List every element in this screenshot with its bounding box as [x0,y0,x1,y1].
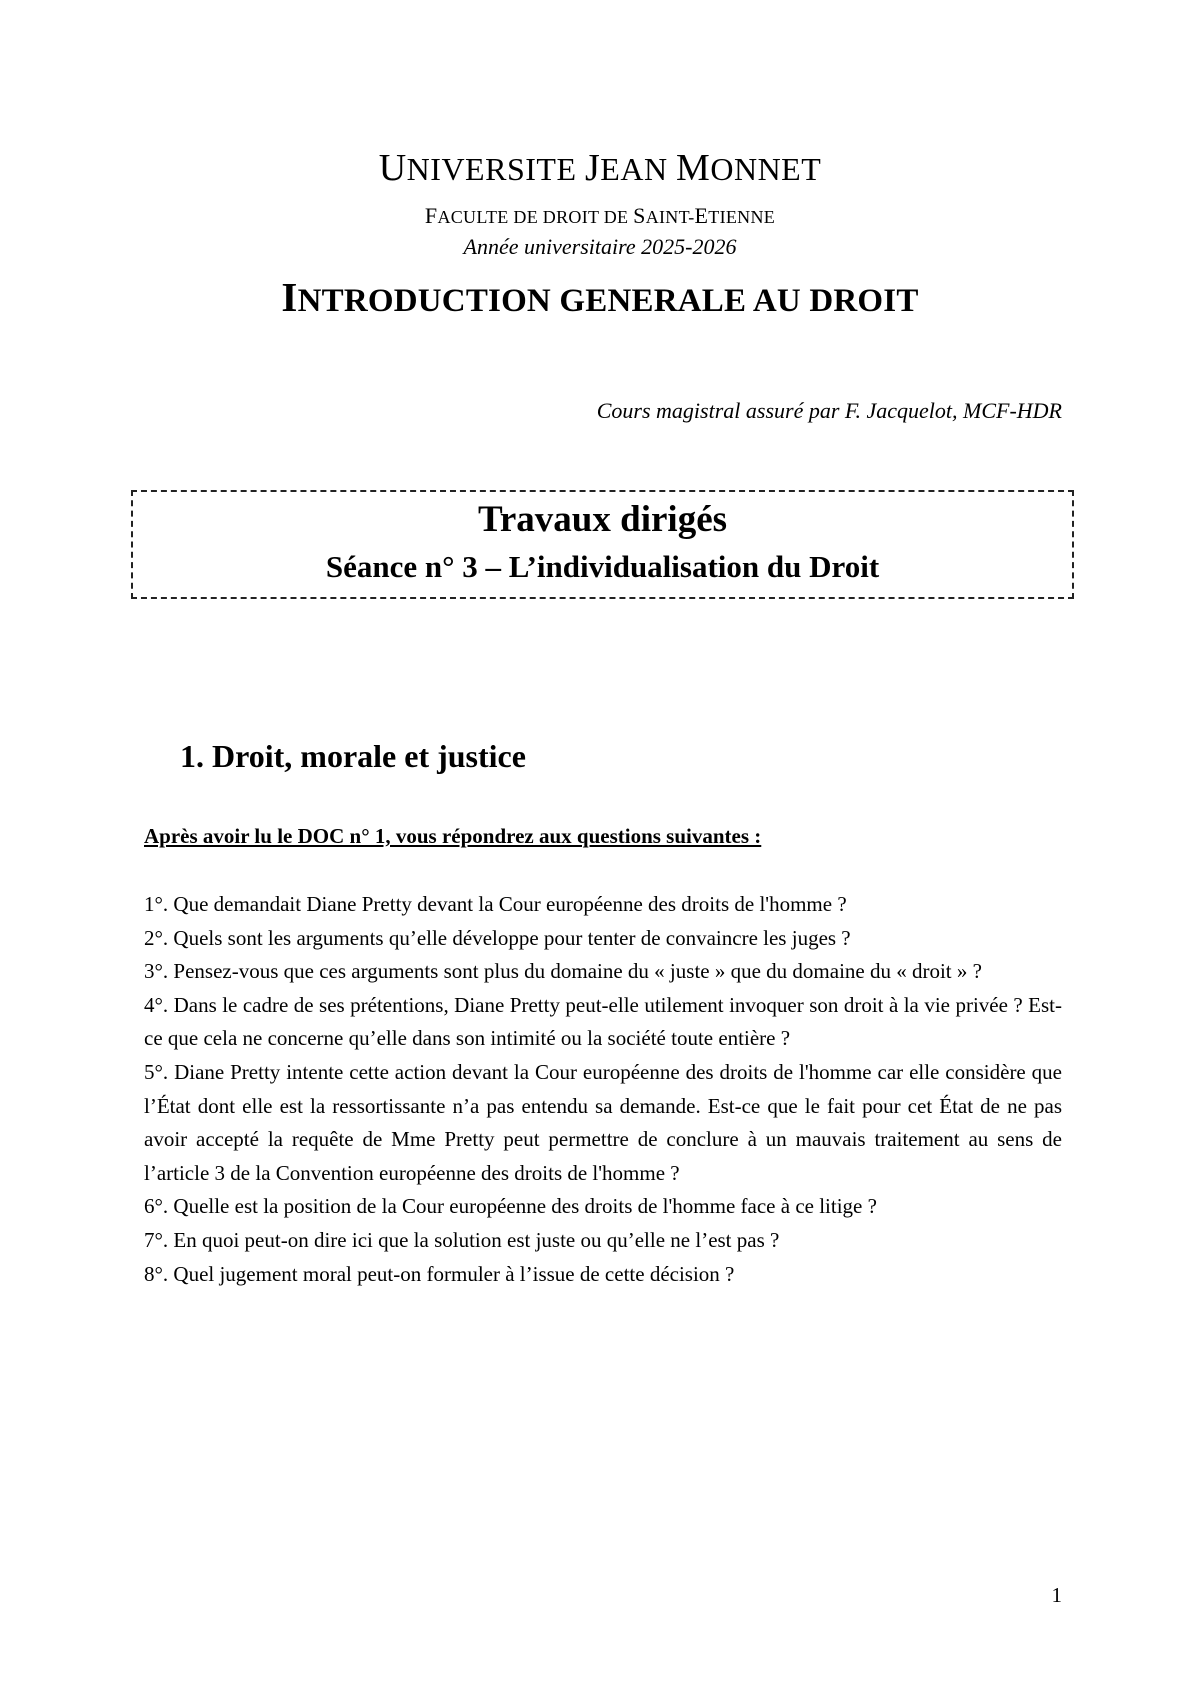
session-box [131,490,1074,599]
faculty-name [0,203,1200,229]
faculty-name-initial-2: S [633,203,646,228]
question-item: 3°. Pensez-vous que ces arguments sont plus du domaine du « juste » que du domaine du « droit » ? [144,959,982,984]
session-title: Travaux dirigés [477,499,728,540]
question-item: 6°. Quelle est la position de la Cour européenne des droits de l'homme face à ce litige ? [144,1194,877,1219]
course-title [0,273,1200,321]
question-item: 8°. Quel jugement moral peut-on formuler à l’issue de cette décision ? [144,1261,735,1286]
question-item: 4°. Dans le cadre de ses prétentions, Diane Pretty peut-elle utilement invoquer son droit à la vie privée ? Est-ce que cela ne concerne qu’elle dans son intimité ou la société toute entière ? [144,992,1062,1051]
faculty-name-initial-3: E [694,203,709,228]
university-name-part-1: NIVERSITE [406,151,585,187]
question-item: 2°. Quels sont les arguments qu’elle développe pour tenter de convaincre les juges ? [144,925,851,950]
session-subtitle: Séance n° 3 – L’individualisation du Droit [325,549,880,584]
university-name-initial-3: M [676,147,711,189]
question-list [144,888,1062,1291]
section-instruction: Après avoir lu le DOC n° 1, vous répondrez aux questions suivantes : [144,824,762,848]
university-name-part-2: EAN [600,151,677,187]
course-title-rest: NTRODUCTION GENERALE AU DROIT [297,283,919,319]
lecturer-credit: Cours magistral assuré par F. Jacquelot, MCF-HDR [596,398,1062,423]
faculty-name-separator: - [688,207,695,227]
faculty-name-part-2: AINT [645,207,689,227]
faculty-name-part-1: ACULTE DE DROIT DE [437,207,634,227]
faculty-name-initial-1: F [424,203,438,228]
university-name [0,146,1200,190]
university-name-part-3: ONNET [710,151,822,187]
course-title-initial: I [281,274,298,320]
university-name-initial-1: U [378,147,407,189]
page-number: 1 [1051,1583,1062,1607]
academic-year: Année universitaire 2025-2026 [463,234,737,259]
university-name-initial-2: J [584,147,601,189]
faculty-name-part-3: TIENNE [708,207,776,227]
question-item: 7°. En quoi peut-on dire ici que la solution est juste ou qu’elle ne l’est pas ? [144,1227,780,1252]
question-item: 1°. Que demandait Diane Pretty devant la Cour européenne des droits de l'homme ? [144,892,847,916]
section-heading: 1. Droit, morale et justice [180,738,526,774]
question-item: 5°. Diane Pretty intente cette action devant la Cour européenne des droits de l'homme car elle considère que l’État dont elle est la ressortissante n’a pas entendu sa demande. Est-ce que le fait pour cet État de ne pas avoir accepté la requête de Mme Pretty peut permettre de conclure à un mauvais traitement au sens de l’article 3 de la Convention européenne des droits de l'homme ? [144,1059,1062,1185]
